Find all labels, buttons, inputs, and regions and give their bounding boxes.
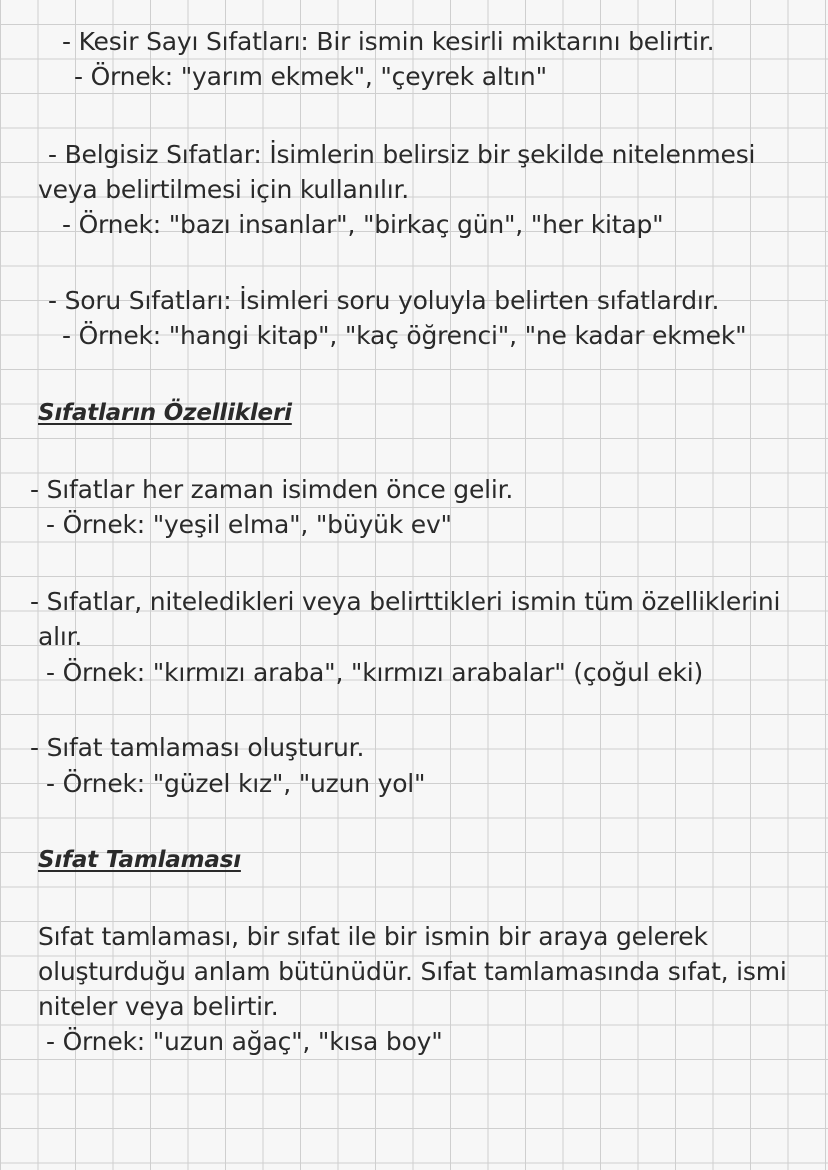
heading-sifatlarin-ozellikleri: Sıfatların Özellikleri	[38, 400, 292, 426]
heading-sifat-tamlamasi: Sıfat Tamlaması	[38, 847, 241, 873]
text-line-tamlama-olusturur-ornek: - Örnek: "güzel kız", "uzun yol"	[46, 769, 426, 798]
text-line-tamlama-tanim-2: oluşturduğu anlam bütünüdür. Sıfat tamlamasında sıfat, ismi	[38, 957, 787, 986]
text-line-isimden-once: - Sıfatlar her zaman isimden önce gelir.	[30, 475, 514, 504]
text-line-ozelliklerini-alir-continued: alır.	[38, 622, 83, 651]
text-line-soru-sifatlari: - Soru Sıfatları: İsimleri soru yoluyla belirten sıfatlardır.	[48, 286, 720, 315]
text-line-tamlama-ornek: - Örnek: "uzun ağaç", "kısa boy"	[46, 1027, 443, 1056]
text-line-tamlama-olusturur: - Sıfat tamlaması oluşturur.	[30, 733, 365, 762]
text-line-tamlama-tanim-3: niteler veya belirtir.	[38, 992, 279, 1021]
text-line-ozelliklerini-alir: - Sıfatlar, niteledikleri veya belirttikleri ismin tüm özelliklerini	[30, 587, 781, 616]
text-line-kesir-ornek: - Örnek: "yarım ekmek", "çeyrek altın"	[74, 62, 547, 91]
text-line-belgisiz-sifatlar: - Belgisiz Sıfatlar: İsimlerin belirsiz bir şekilde nitelenmesi	[48, 140, 756, 169]
text-line-tamlama-tanim-1: Sıfat tamlaması, bir sıfat ile bir ismin bir araya gelerek	[38, 922, 708, 951]
text-line-kesir-sayi-sifatlari: - Kesir Sayı Sıfatları: Bir ismin kesirli miktarını belirtir.	[62, 27, 715, 56]
text-line-isimden-once-ornek: - Örnek: "yeşil elma", "büyük ev"	[46, 510, 452, 539]
text-line-belgisiz-continued: veya belirtilmesi için kullanılır.	[38, 175, 410, 204]
text-line-ozelliklerini-ornek: - Örnek: "kırmızı araba", "kırmızı arabalar" (çoğul eki)	[46, 658, 704, 687]
text-line-belgisiz-ornek: - Örnek: "bazı insanlar", "birkaç gün", "her kitap"	[62, 210, 664, 239]
text-line-soru-ornek: - Örnek: "hangi kitap", "kaç öğrenci", "ne kadar ekmek"	[62, 321, 747, 350]
